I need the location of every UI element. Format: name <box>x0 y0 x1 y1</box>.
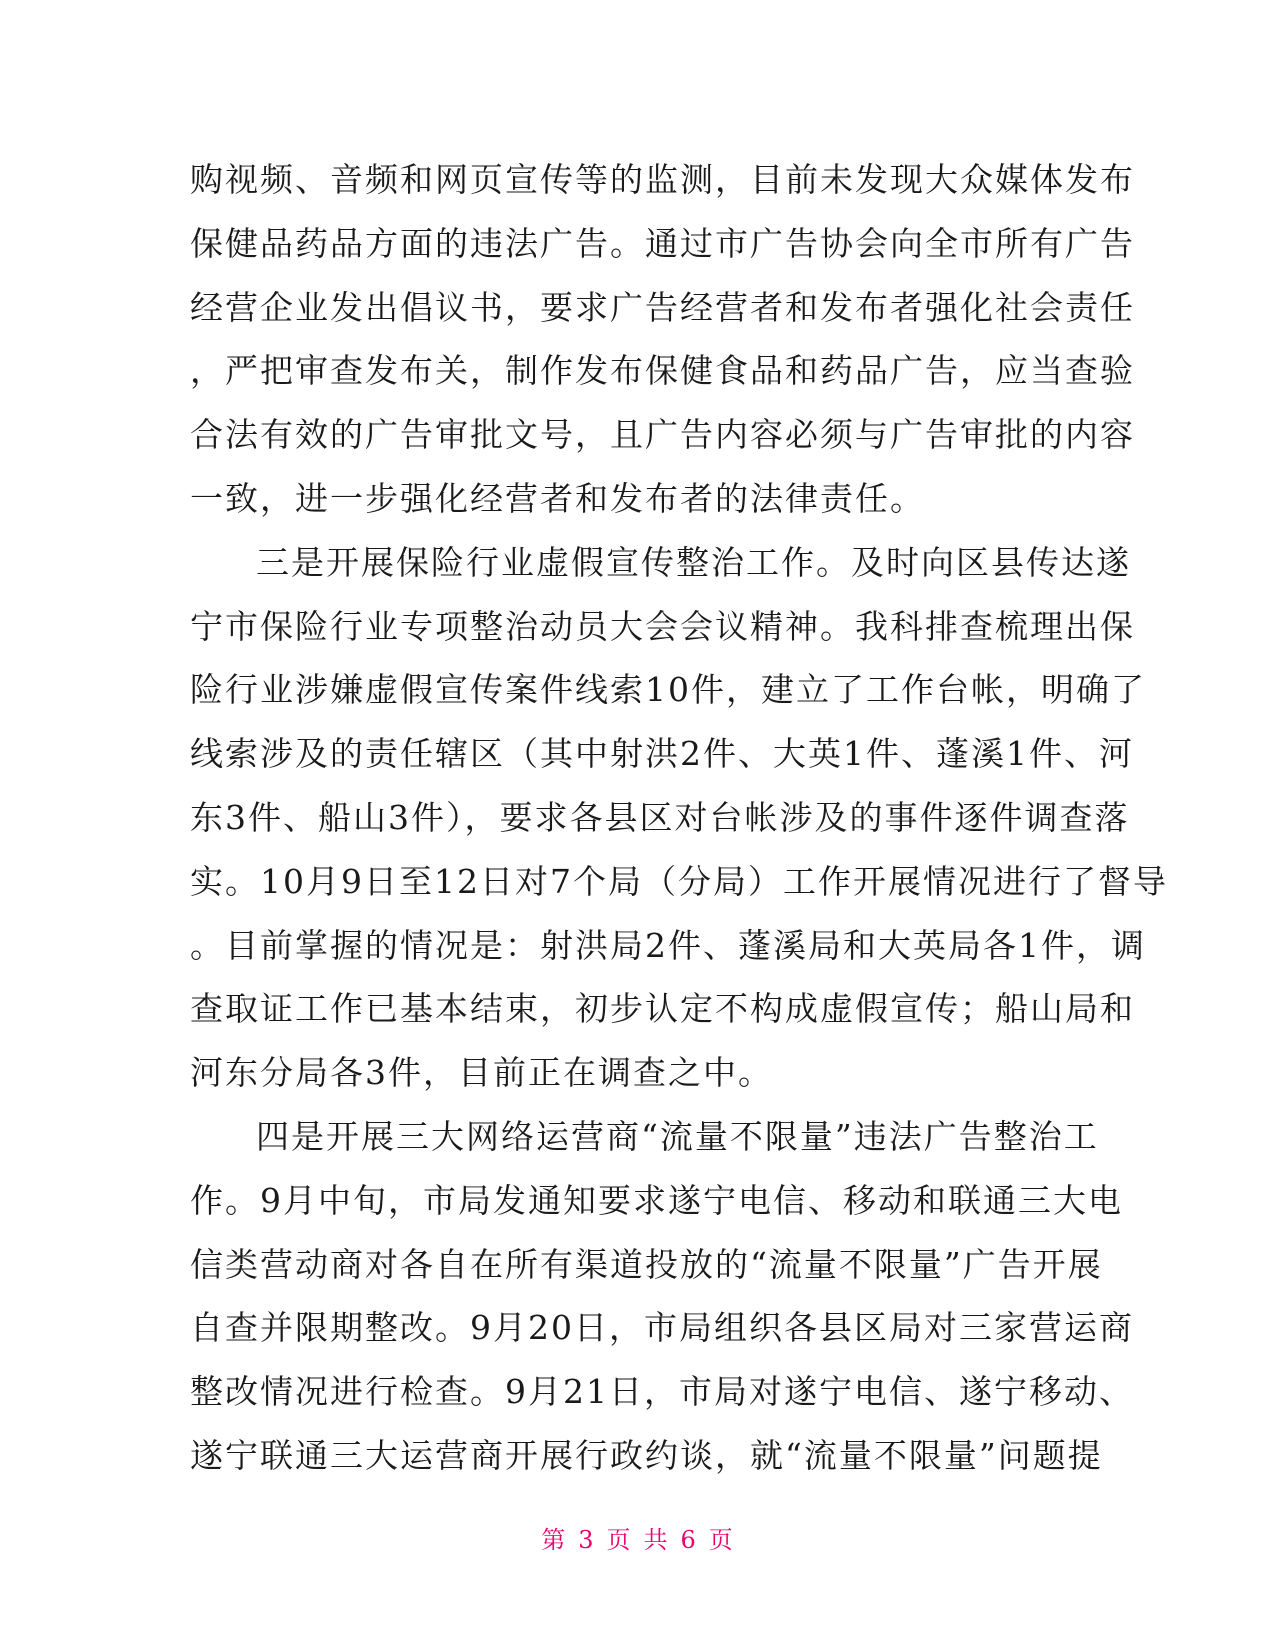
text-line: 作。9月中旬，市局发通知要求遂宁电信、移动和联通三大电 <box>190 1180 1123 1220</box>
footer-prefix: 第 <box>541 1526 567 1554</box>
text-line: 遂宁联通三大运营商开展行政约谈，就“流量不限量”问题提 <box>190 1435 1103 1475</box>
text-line: 经营企业发出倡议书，要求广告经营者和发布者强化社会责任 <box>190 287 1135 327</box>
text-line: 信类营动商对各自在所有渠道投放的“流量不限量”广告开展 <box>190 1244 1103 1284</box>
text-line: 查取证工作已基本结束，初步认定不构成虚假宣传；船山局和 <box>190 989 1135 1029</box>
text-line: 自查并限期整改。9月20日，市局组织各县区局对三家营运商 <box>190 1308 1134 1348</box>
footer-total-pages: 6 <box>680 1526 697 1554</box>
text-line: 线索涉及的责任辖区（其中射洪2件、大英1件、蓬溪1件、河 <box>190 734 1134 774</box>
text-line: 整改情况进行检查。9月21日，市局对遂宁电信、遂宁移动、 <box>190 1372 1134 1412</box>
footer-suffix: 页 <box>708 1526 734 1554</box>
text-line: 实。10月9日至12日对7个局（分局）工作开展情况进行了督导 <box>190 861 1168 901</box>
document-body <box>190 148 1168 1488</box>
page-footer <box>0 1520 1275 1555</box>
footer-total-word: 共 <box>643 1526 669 1554</box>
footer-current-page: 3 <box>578 1526 595 1554</box>
text-line: 。目前掌握的情况是：射洪局2件、蓬溪局和大英局各1件，调 <box>190 925 1146 965</box>
text-line: 四是开展三大网络运营商“流量不限量”违法广告整治工 <box>256 1116 1099 1156</box>
text-line: 三是开展保险行业虚假宣传整治工作。及时向区县传达遂 <box>256 542 1131 582</box>
text-line: ，严把审查发布关，制作发布保健食品和药品广告，应当查验 <box>190 351 1135 391</box>
footer-page-word: 页 <box>606 1526 632 1554</box>
text-line: 险行业涉嫌虚假宣传案件线索10件，建立了工作台帐，明确了 <box>190 670 1146 710</box>
text-line: 东3件、船山3件），要求各县区对台帐涉及的事件逐件调查落 <box>190 797 1130 837</box>
text-line: 合法有效的广告审批文号，且广告内容必须与广告审批的内容 <box>190 415 1135 455</box>
text-line: 一致，进一步强化经营者和发布者的法律责任。 <box>190 478 925 518</box>
text-line: 宁市保险行业专项整治动员大会会议精神。我科排查梳理出保 <box>190 606 1135 646</box>
text-line: 购视频、音频和网页宣传等的监测，目前未发现大众媒体发布 <box>190 160 1135 199</box>
text-line: 河东分局各3件，目前正在调查之中。 <box>190 1053 773 1093</box>
text-line: 保健品药品方面的违法广告。通过市广告协会向全市所有广告 <box>190 223 1135 263</box>
